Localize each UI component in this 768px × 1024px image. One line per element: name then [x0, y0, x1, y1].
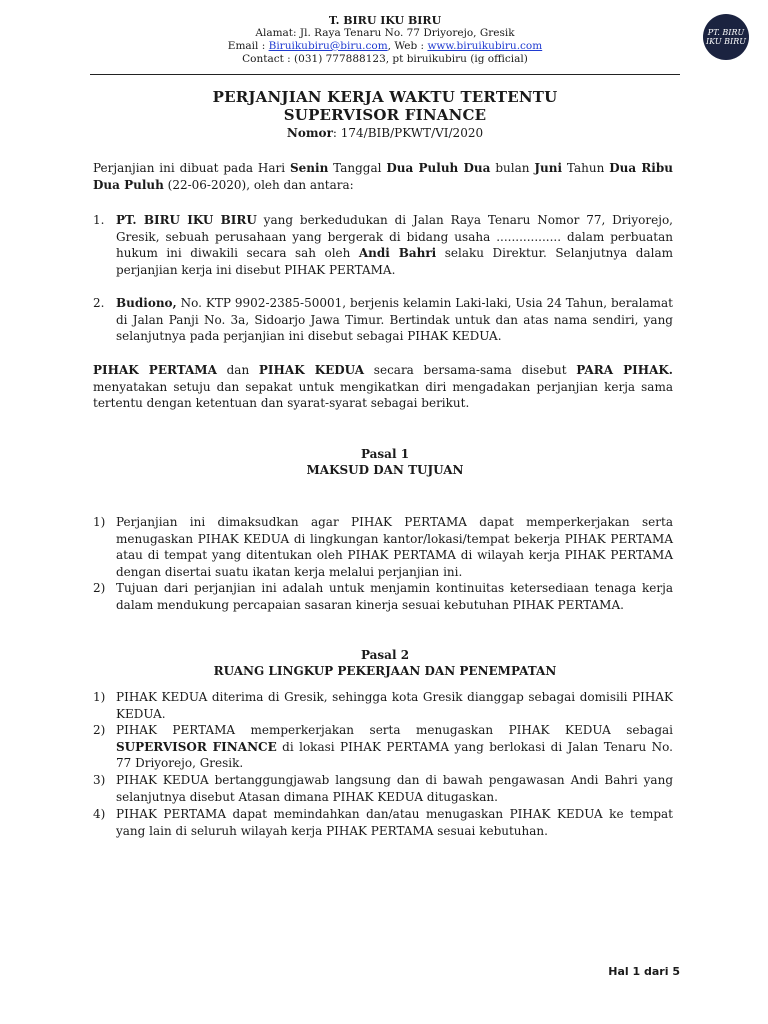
- pasal-2-heading: [90, 647, 680, 679]
- pasal-subtitle: RUANG LINGKUP PEKERJAAN DAN PENEMPATAN: [213, 664, 557, 678]
- list-item: PIHAK KEDUA bertanggungjawab langsung dan di bawah pengawasan Andi Bahri yang selanjutnya disebut Atasan dimana PIHAK KEDUA ditugaskan.: [116, 773, 673, 804]
- list-item: Tujuan dari perjanjian ini adalah untuk menjamin kontinuitas ketersediaan tenaga kerja dalam mendukung percapaian sasaran kinerja sesuai kebutuhan PIHAK PERTAMA.: [116, 581, 673, 612]
- list-number: 3): [93, 773, 106, 787]
- document-title: PERJANJIAN KERJA WAKTU TERTENTU: [212, 88, 558, 106]
- pasal-title: Pasal 1: [360, 447, 410, 461]
- list-number: 2): [93, 723, 106, 737]
- document-number: Nomor: 174/BIB/PKWT/VI/2020: [286, 126, 484, 140]
- company-address: Alamat: Jl. Raya Tenaru No. 77 Driyorejo, Gresik: [255, 27, 515, 39]
- pasal-1-heading: [90, 446, 680, 478]
- list-number: 1): [93, 690, 106, 704]
- web-link[interactable]: www.biruikubiru.com: [427, 40, 543, 52]
- header-divider: [90, 74, 680, 75]
- letterhead: [200, 14, 570, 66]
- pasal-title: Pasal 2: [360, 648, 410, 662]
- email-link[interactable]: Biruikubiru@biru.com: [268, 40, 388, 52]
- company-contact: Contact : (031) 777888123, pt biruikubiru (ig official): [242, 53, 528, 65]
- list-number: 1): [93, 515, 106, 529]
- party-number: 1.: [93, 213, 105, 227]
- list-item: PIHAK KEDUA diterima di Gresik, sehingga kota Gresik dianggap sebagai domisili PIHAK KEDUA.: [116, 690, 673, 721]
- document-subtitle: SUPERVISOR FINANCE: [283, 106, 487, 124]
- pasal-subtitle: MAKSUD DAN TUJUAN: [306, 463, 464, 477]
- list-item: Perjanjian ini dimaksudkan agar PIHAK PERTAMA dapat memperkerjakan serta menugaskan PIHAK KEDUA di lingkungan kantor/lokasi/tempat bekerja PIHAK PERTAMA atau di tempat yang ditentukan oleh PIHAK PERTAMA di wilayah kerja PIHAK PERTAMA dengan disertai suatu ikatan kerja melalui perjanjian ini.: [116, 515, 673, 579]
- intro-paragraph: Perjanjian ini dibuat pada Hari Senin Tanggal Dua Puluh Dua bulan Juni Tahun Dua Ribu Dua Puluh (22-06-2020), oleh dan antara:: [93, 161, 673, 192]
- page-number: Hal 1 dari 5: [608, 965, 680, 978]
- agreement-paragraph: PIHAK PERTAMA dan PIHAK KEDUA secara bersama-sama disebut PARA PIHAK. menyatakan setuju dan sepakat untuk mengikatkan diri mengadakan perjanjian kerja sama tertentu dengan ketentuan dan syarat-syarat sebagai berikut.: [93, 363, 673, 410]
- party-number: 2.: [93, 296, 105, 310]
- list-number: 2): [93, 581, 106, 595]
- party-first: PT. BIRU IKU BIRU yang berkedudukan di Jalan Raya Tenaru Nomor 77, Driyorejo, Gresik, sebuah perusahaan yang bergerak di bidang usaha ................. dalam perbuatan hukum ini diwakili secara sah oleh Andi Bahri selaku Direktur. Selanjutnya dalam perjanjian kerja ini disebut PIHAK PERTAMA.: [116, 213, 673, 277]
- company-email-web: Email : Biruikubiru@biru.com, Web : www.biruikubiru.com: [227, 40, 543, 52]
- list-item: PIHAK PERTAMA dapat memindahkan dan/atau menugaskan PIHAK KEDUA ke tempat yang lain di seluruh wilayah kerja PIHAK PERTAMA sesuai kebutuhan.: [116, 807, 673, 838]
- list-item: PIHAK PERTAMA memperkerjakan serta menugaskan PIHAK KEDUA sebagai SUPERVISOR FINANCE di lokasi PIHAK PERTAMA yang berlokasi di Jalan Tenaru No. 77 Driyorejo, Gresik.: [116, 723, 673, 770]
- company-logo: PT. BIRU IKU BIRU: [703, 14, 749, 60]
- party-second: Budiono, No. KTP 9902-2385-50001, berjenis kelamin Laki-laki, Usia 24 Tahun, beralamat di Jalan Panji No. 3a, Sidoarjo Jawa Timur. Bertindak untuk dan atas nama sendiri, yang selanjutnya pada perjanjian ini disebut sebagai PIHAK KEDUA.: [116, 296, 673, 343]
- list-number: 4): [93, 807, 106, 821]
- company-name: T. BIRU IKU BIRU: [328, 14, 442, 27]
